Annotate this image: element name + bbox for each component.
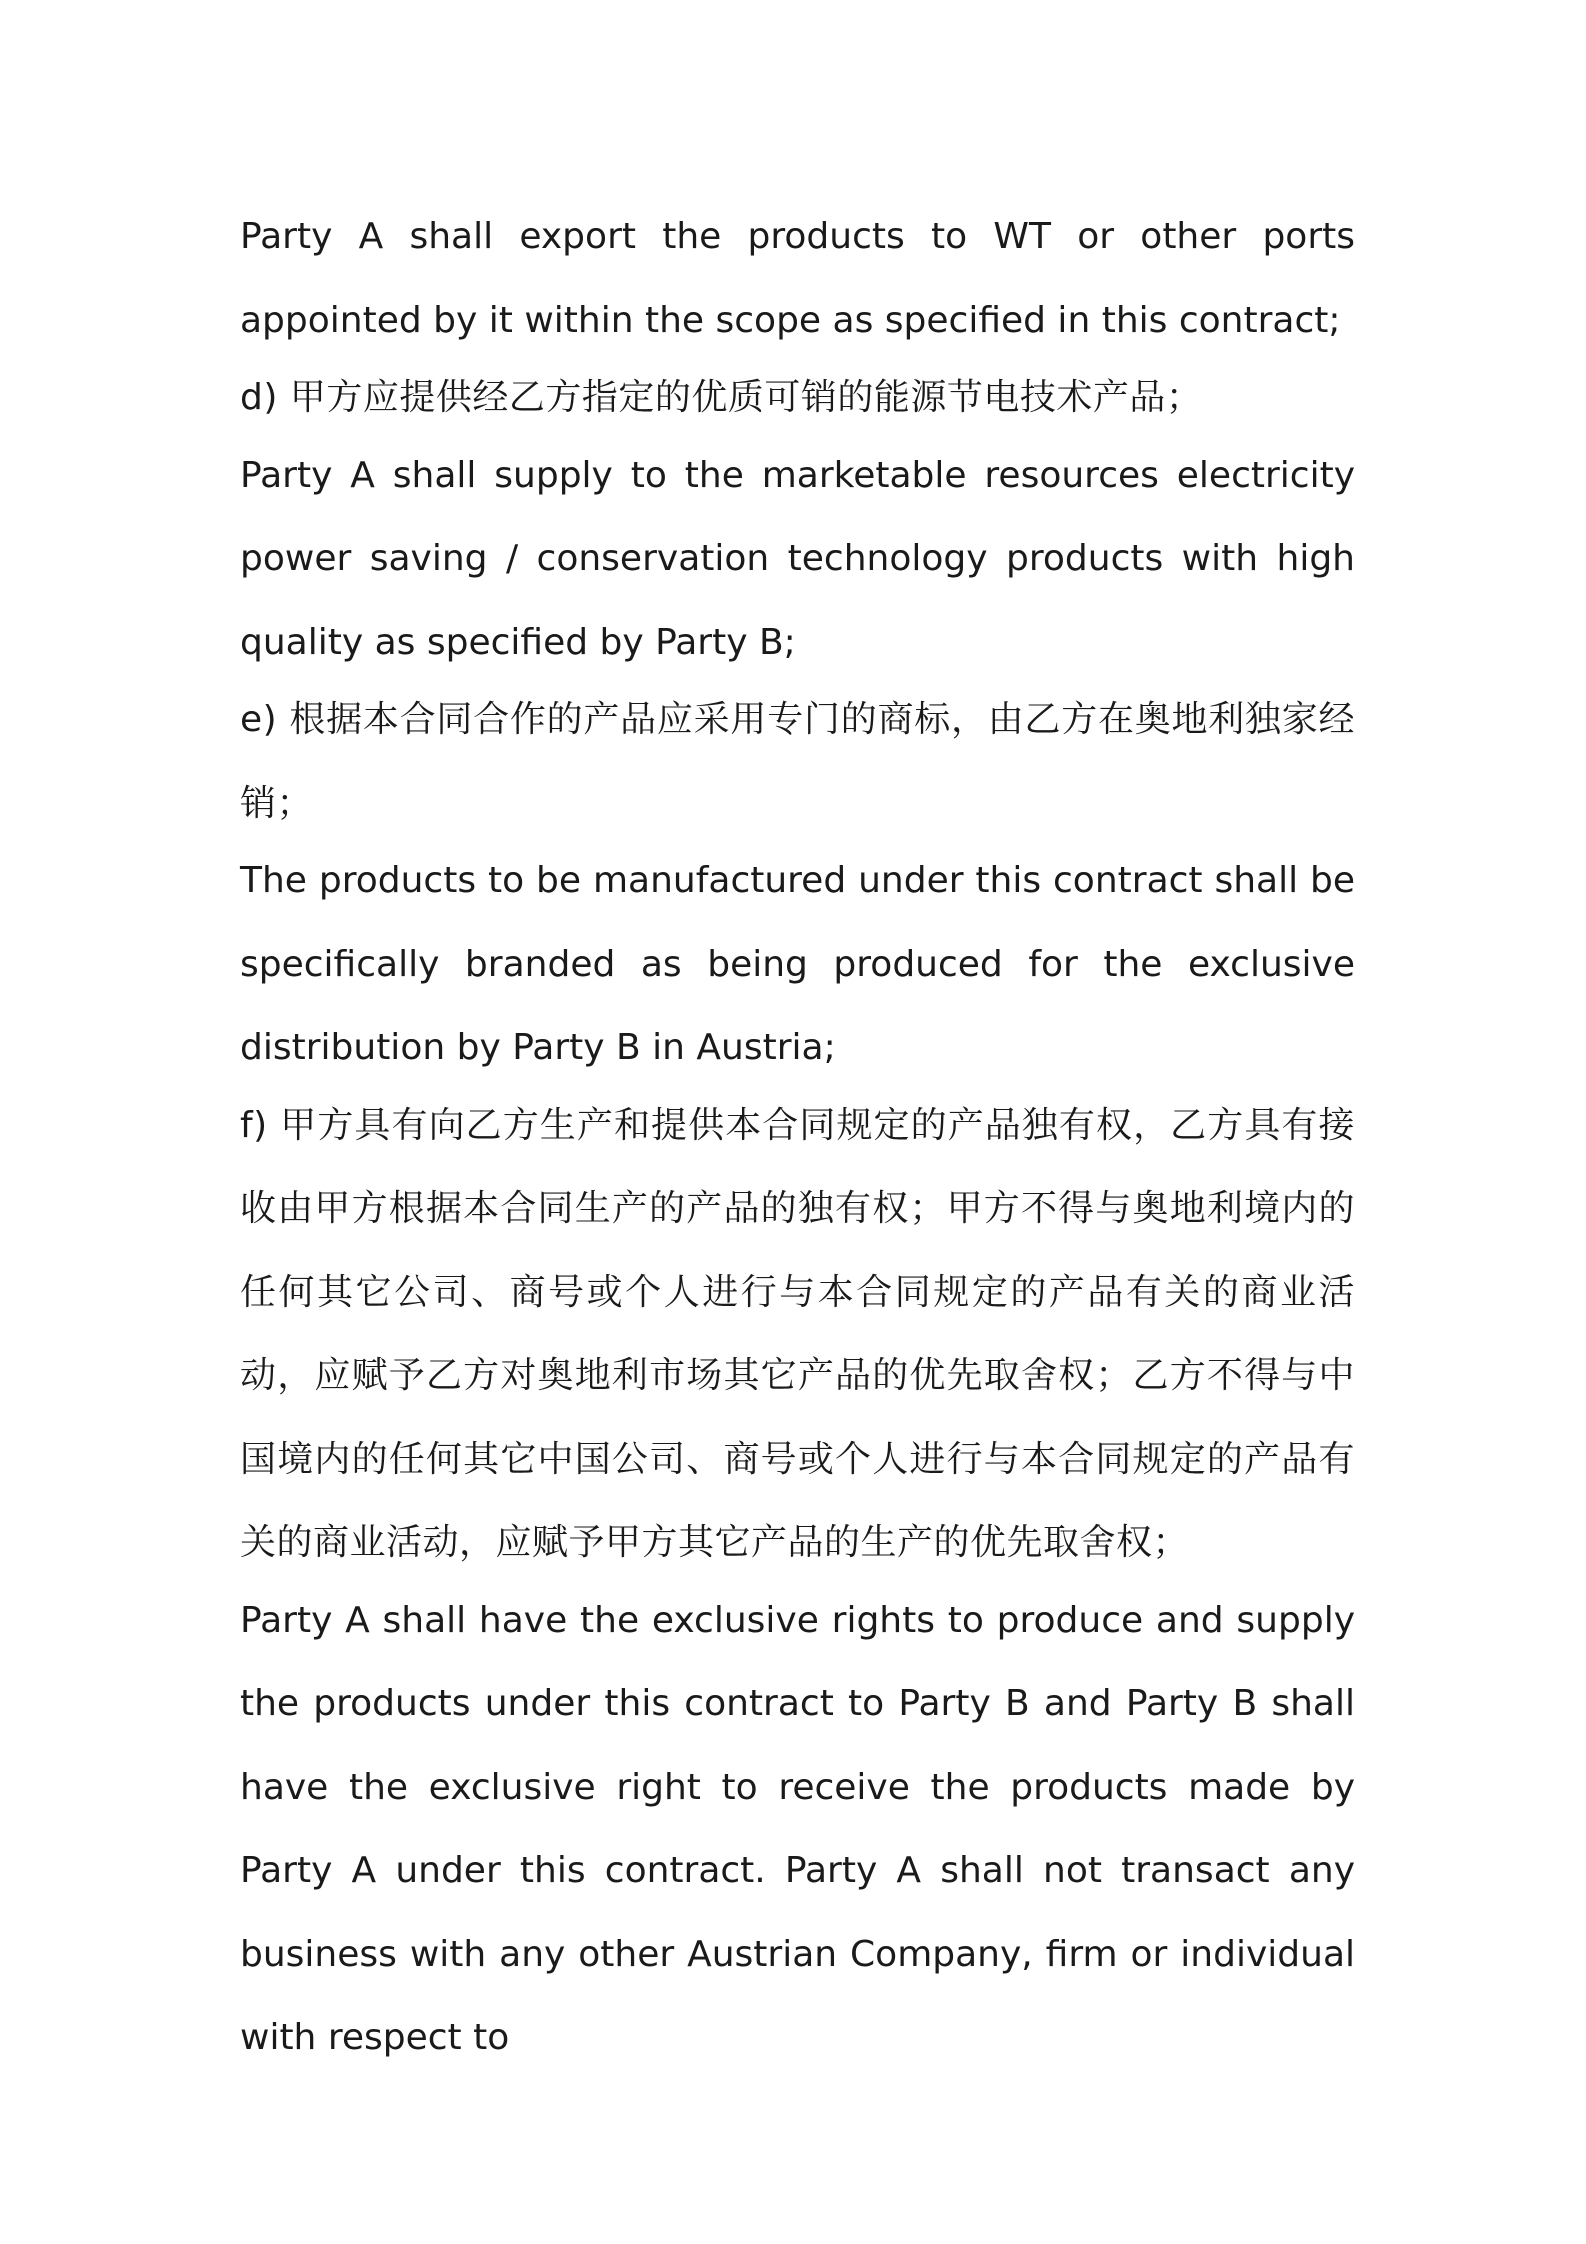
clause-d-chinese: d) 甲方应提供经乙方指定的优质可销的能源节电技术产品；: [240, 377, 1203, 418]
clause-f-chinese: f) 甲方具有向乙方生产和提供本合同规定的产品独有权，乙方具有接收由甲方根据本合同生产的产品的独有权；甲方不得与奥地利境内的任何其它公司、商号或个人进行与本合同规定的产品有关的商业活动，应赋予乙方对奥地利市场其它产品的优先取舍权；乙方不得与中国境内的任何其它中国公司、商号或个人进行与本合同规定的产品有关的商业活动，应赋予甲方其它产品的生产的优先取舍权；: [240, 1104, 1355, 1563]
clause-e-chinese: e) 根据本合同合作的产品应采用专门的商标，由乙方在奥地利独家经销；: [240, 699, 1355, 824]
clause-f-english: Party A shall have the exclusive rights to produce and supply the products under this contract to Party B and Party B shall have the exclusive right to receive the products made by Party A under this contract. Party A shall not transact any business with any other Austrian Company, firm or individual with respect to: [240, 1599, 1355, 2058]
clause-e-english: The products to be manufactured under this contract shall be specifically branded as being produced for the exclusive distribution by Party B in Austria;: [240, 860, 1355, 1068]
document-body: [240, 195, 1355, 2080]
paragraph-english-export: Party A shall export the products to WT or other ports appointed by it within the scope as specified in this contract;: [240, 216, 1355, 341]
clause-d-english: Party A shall supply to the marketable resources electricity power saving / conservation technology products with high quality as specified by Party B;: [240, 454, 1355, 663]
